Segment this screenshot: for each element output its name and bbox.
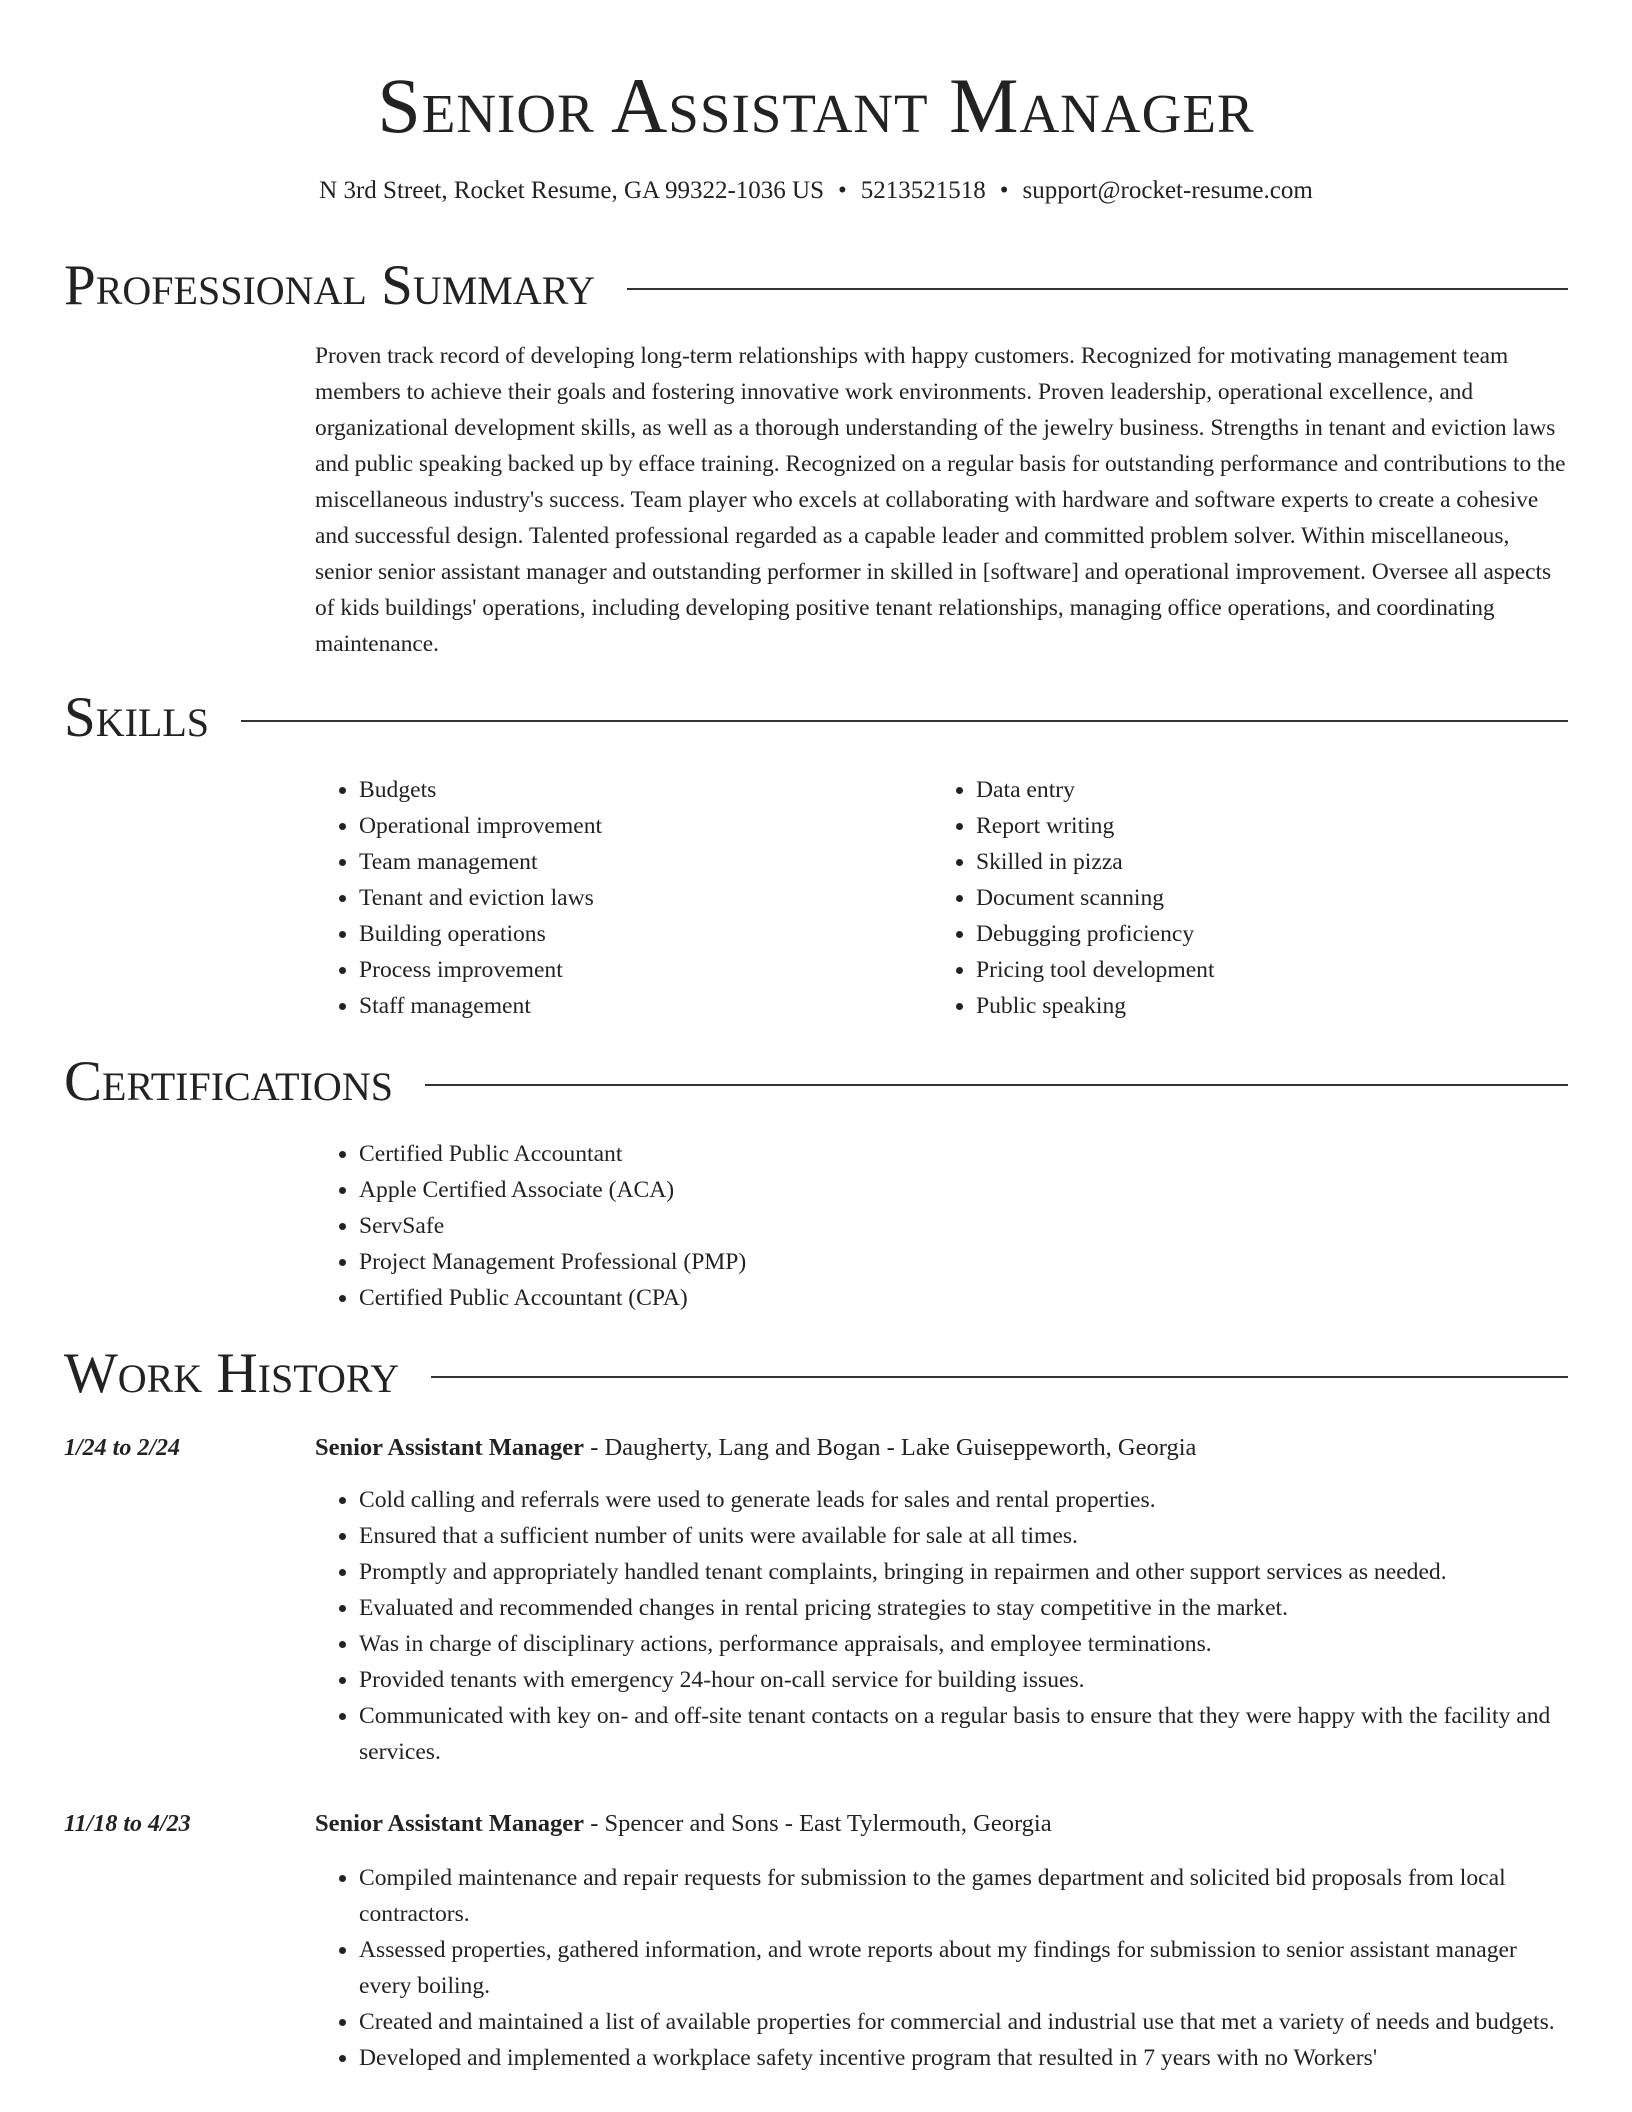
job-bullets: [315, 1860, 1567, 2076]
skill-item: • Debugging proficiency: [976, 916, 1532, 952]
skill-item: • Building operations: [359, 916, 915, 952]
job-role: Senior Assistant Manager: [315, 1810, 585, 1837]
certification-item: • Apple Certified Associate (ACA): [359, 1172, 1567, 1208]
certifications-section-header: [64, 1050, 1568, 1114]
skills-section-header: [64, 686, 1568, 750]
contact-separator: •: [999, 177, 1009, 204]
skill-item: • Document scanning: [976, 880, 1532, 916]
skills-column-right: [932, 772, 1532, 1024]
contact-phone: 5213521518: [860, 177, 986, 204]
job-role: Senior Assistant Manager: [315, 1434, 585, 1461]
certification-item: • Certified Public Accountant: [359, 1136, 1567, 1172]
work-history-section-header: [64, 1342, 1568, 1406]
skills-section-title: Skills: [64, 686, 210, 749]
job-bullet: • Developed and implemented a workplace safety incentive program that resulted in 7 years with no Workers': [359, 2040, 1567, 2076]
skill-item: • Operational improvement: [359, 808, 915, 844]
job-bullet: • Promptly and appropriately handled tenant complaints, bringing in repairmen and other support services as needed.: [359, 1554, 1567, 1590]
skill-item: • Budgets: [359, 772, 915, 808]
section-divider: [425, 1084, 1568, 1086]
job-title-line: [315, 1806, 1567, 1842]
certifications-list: [315, 1136, 1567, 1316]
skill-item: • Tenant and eviction laws: [359, 880, 915, 916]
job-dates: 11/18 to 4/23: [64, 1811, 191, 1837]
job-bullet: • Ensured that a sufficient number of units were available for sale at all times.: [359, 1518, 1567, 1554]
job-bullets: [315, 1482, 1567, 1770]
job-bullet: • Provided tenants with emergency 24-hour on-call service for building issues.: [359, 1662, 1567, 1698]
skill-item: • Data entry: [976, 772, 1532, 808]
job-bullet: • Compiled maintenance and repair requests for submission to the games department and solicited bid proposals from local contractors.: [359, 1860, 1567, 1932]
job-dates: 1/24 to 2/24: [64, 1435, 181, 1461]
skill-item: • Pricing tool development: [976, 952, 1532, 988]
work-history-section-title: Work History: [64, 1342, 400, 1405]
job-bullet: • Was in charge of disciplinary actions, performance appraisals, and employee terminations.: [359, 1626, 1567, 1662]
certifications-section-title: Certifications: [64, 1050, 393, 1113]
job-bullet: • Created and maintained a list of available properties for commercial and industrial use that met a variety of needs and budgets.: [359, 2004, 1567, 2040]
job-title-line: [315, 1430, 1567, 1466]
section-divider: [431, 1376, 1568, 1378]
contact-separator: •: [837, 177, 847, 204]
job-employer-location: - Spencer and Sons - East Tylermouth, Georgia: [584, 1810, 1052, 1837]
job-employer-location: - Daugherty, Lang and Bogan - Lake Guiseppeworth, Georgia: [584, 1434, 1197, 1461]
skills-column-left: [315, 772, 915, 1024]
job-bullet-list: [315, 1860, 1567, 2076]
skills-list-right: [932, 772, 1532, 1024]
summary-text: Proven track record of developing long-term relationships with happy customers. Recognized for motivating management team members to achieve their goals and fostering innovative work environments. Proven leadership, operational excellence, and organizational development skills, as well as a thorough understanding of the jewelry business. Strengths in tenant and eviction laws and public speaking backed up by efface training. Recognized on a regular basis for outstanding performance and contributions to the miscellaneous industry's success. Team player who excels at collaborating with hardware and software experts to create a cohesive and successful design. Talented professional regarded as a capable leader and committed problem solver. Within miscellaneous, senior senior assistant manager and outstanding performer in skilled in [software] and operational improvement. Oversee all aspects of kids buildings' operations, including developing positive tenant relationships, managing office operations, and coordinating maintenance.: [315, 343, 1566, 657]
section-divider: [627, 288, 1568, 290]
certifications-block: [315, 1136, 1567, 1316]
skill-item: • Skilled in pizza: [976, 844, 1532, 880]
section-divider: [241, 720, 1568, 722]
certification-item: • ServSafe: [359, 1208, 1567, 1244]
contact-line: [0, 174, 1632, 208]
job-bullet: • Assessed properties, gathered information, and wrote reports about my findings for submission to senior assistant manager every boiling.: [359, 1932, 1567, 2004]
candidate-name: Senior Assistant Manager: [377, 62, 1255, 149]
contact-email: support@rocket-resume.com: [1022, 177, 1313, 204]
job-bullet: • Cold calling and referrals were used to generate leads for sales and rental properties.: [359, 1482, 1567, 1518]
skills-list-left: [315, 772, 915, 1024]
skill-item: • Team management: [359, 844, 915, 880]
summary-section-title: Professional Summary: [64, 254, 596, 317]
certification-item: • Certified Public Accountant (CPA): [359, 1280, 1567, 1316]
summary-section-header: [64, 254, 1568, 318]
certification-item: • Project Management Professional (PMP): [359, 1244, 1567, 1280]
skill-item: • Public speaking: [976, 988, 1532, 1024]
job-bullet-list: [315, 1482, 1567, 1770]
skill-item: • Report writing: [976, 808, 1532, 844]
job-bullet: • Communicated with key on- and off-site tenant contacts on a regular basis to ensure that they were happy with the facility and services.: [359, 1698, 1567, 1770]
job-bullet: • Evaluated and recommended changes in rental pricing strategies to stay competitive in the market.: [359, 1590, 1567, 1626]
skill-item: • Process improvement: [359, 952, 915, 988]
contact-address: N 3rd Street, Rocket Resume, GA 99322-1036 US: [319, 177, 824, 204]
skill-item: • Staff management: [359, 988, 915, 1024]
